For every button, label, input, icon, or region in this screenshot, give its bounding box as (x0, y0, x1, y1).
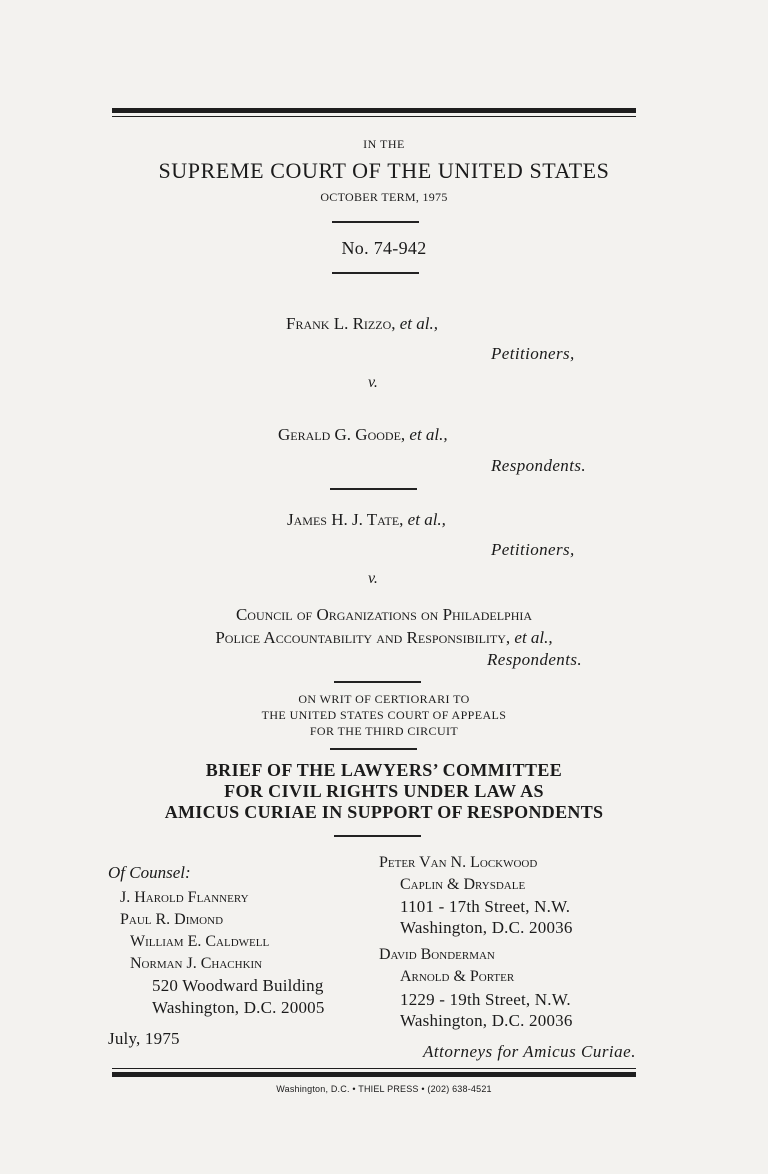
bottom-rule-thick (112, 1072, 636, 1077)
brief-title-line2: FOR CIVIL RIGHTS UNDER LAW AS (224, 781, 544, 801)
court-title: SUPREME COURT OF THE UNITED STATES (158, 158, 610, 183)
divider (334, 835, 421, 837)
counsel-name: J. Harold Flannery (120, 889, 249, 906)
attorneys-role: Attorneys for Amicus Curiae. (423, 1042, 636, 1061)
counsel-address-line2: Washington, D.C. 20005 (152, 998, 325, 1017)
case1-respondent-name: Gerald G. Goode, (278, 425, 406, 444)
counsel-name: William E. Caldwell (130, 933, 270, 950)
case1-petitioner-name: Frank L. Rizzo, (286, 314, 396, 333)
brief-title-line3: AMICUS CURIAE IN SUPPORT OF RESPONDENTS (164, 802, 604, 822)
case2-petitioner-name: James H. J. Tate, (287, 510, 404, 529)
brief-title-line1: BRIEF OF THE LAWYERS’ COMMITTEE (205, 760, 563, 780)
attorney2-firm: Arnold & Porter (400, 968, 515, 985)
counsel-address-line1: 520 Woodward Building (152, 976, 324, 995)
writ-line3: FOR THE THIRD CIRCUIT (309, 724, 459, 738)
attorney1-city: Washington, D.C. 20036 (400, 918, 573, 937)
attorney2-name: David Bonderman (379, 946, 495, 963)
divider (330, 488, 417, 490)
top-rule-thin (112, 116, 636, 117)
attorney1-firm: Caplin & Drysdale (400, 876, 526, 893)
case1-petitioner-role: Petitioners, (491, 344, 575, 363)
attorney2-city: Washington, D.C. 20036 (400, 1011, 573, 1030)
docket-number: No. 74-942 (341, 238, 427, 258)
case2-versus: v. (368, 570, 378, 587)
attorney1-street: 1101 - 17th Street, N.W. (400, 897, 571, 916)
case1-versus: v. (368, 374, 378, 391)
brief-date: July, 1975 (108, 1029, 180, 1048)
case1-respondent-etal: et al., (409, 425, 448, 444)
term-label: OCTOBER TERM, 1975 (320, 190, 448, 204)
divider (330, 748, 417, 750)
writ-line1: ON WRIT OF CERTIORARI TO (298, 692, 470, 706)
attorney1-name: Peter Van N. Lockwood (379, 854, 538, 871)
in-the-label: IN THE (363, 137, 405, 151)
case2-respondent-org: Police Accountability and Responsibility, (215, 628, 511, 647)
counsel-name: Norman J. Chachkin (130, 955, 263, 972)
case2-respondent-line2 (0, 628, 768, 648)
case1-petitioner (286, 314, 438, 334)
case1-petitioner-etal: et al., (399, 314, 439, 333)
case2-respondent-etal: et al., (514, 628, 553, 647)
case2-petitioner (287, 510, 446, 530)
divider (332, 272, 419, 274)
case2-petitioner-role: Petitioners, (491, 540, 575, 559)
attorney2-street: 1229 - 19th Street, N.W. (400, 990, 571, 1009)
case2-respondent-role: Respondents. (487, 650, 582, 669)
top-rule-thick (112, 108, 636, 113)
divider (332, 221, 419, 223)
writ-line2: THE UNITED STATES COURT OF APPEALS (261, 708, 507, 722)
case1-respondent-role: Respondents. (491, 456, 586, 475)
divider (334, 681, 421, 683)
of-counsel-heading: Of Counsel: (108, 863, 191, 882)
case1-respondent (278, 425, 448, 445)
bottom-rule-thin (112, 1068, 636, 1069)
case2-respondent-line1: Council of Organizations on Philadelphia (235, 605, 533, 624)
printer-footer: Washington, D.C. • THIEL PRESS • (202) 638-4521 (276, 1084, 492, 1094)
case2-petitioner-etal: et al., (407, 510, 446, 529)
counsel-name: Paul R. Dimond (120, 911, 224, 928)
